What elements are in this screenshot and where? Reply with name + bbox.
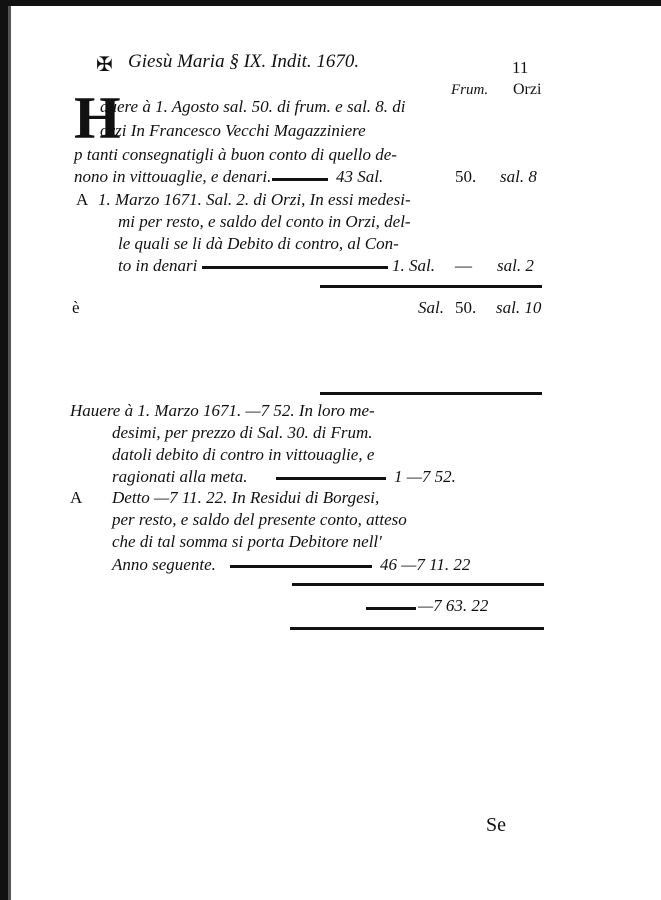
entry2-col2: sal. 2 xyxy=(497,256,534,275)
column-head-frumento: Frum. xyxy=(451,82,489,98)
total1-marker: è xyxy=(72,298,80,317)
entry3-line2: desimi, per prezzo di Sal. 30. di Frum. xyxy=(112,423,373,442)
entry1-line1: auere à 1. Agosto sal. 50. di frum. e sal. 8. di xyxy=(100,97,406,116)
entry4-amount: 46 —7 11. 22 xyxy=(380,555,471,574)
entry1-col1: 50. xyxy=(455,167,477,186)
entry4-line2: per resto, e saldo del presente conto, atteso xyxy=(112,510,407,529)
drop-cap: H xyxy=(74,85,121,151)
catchword: Se xyxy=(486,814,506,836)
entry2-line2: mi per resto, e saldo del conto in Orzi, del- xyxy=(118,212,411,231)
leader-dash xyxy=(230,565,372,568)
entry3-amount: 1 —7 52. xyxy=(394,467,456,486)
leader-dash xyxy=(366,607,416,610)
total-rule-bottom xyxy=(290,627,544,630)
entry2-line4: to in denari xyxy=(118,256,198,275)
total-rule-top xyxy=(292,583,544,586)
entry1-line2: orzi In Francesco Vecchi Magazziniere xyxy=(100,121,366,140)
cross-symbol-icon: ✠ xyxy=(96,54,113,76)
entry1-line3: p tanti consegnatigli à buon conto di quello de- xyxy=(74,145,397,164)
entry4-line4: Anno seguente. xyxy=(112,555,216,574)
entry4-line1: Detto —7 11. 22. In Residui di Borgesi, xyxy=(112,488,380,507)
entry2-amount: 1. Sal. xyxy=(392,256,435,275)
entry2-line3: le quali se li dà Debito di contro, al Con- xyxy=(118,234,399,253)
leader-dash xyxy=(276,477,386,480)
entry2-marker: A xyxy=(76,190,89,209)
entry4-marker: A xyxy=(70,488,83,507)
entry1-amount: 43 Sal. xyxy=(336,167,384,186)
binding-edge xyxy=(0,0,8,900)
leader-dash xyxy=(202,266,388,269)
entry3-line1: Hauere à 1. Marzo 1671. —7 52. In loro me- xyxy=(70,401,375,420)
entry1-line4: nono in vittouaglie, e denari. xyxy=(74,167,272,186)
top-edge xyxy=(0,0,661,6)
entry3-line3: datoli debito di contro in vittouaglie, e xyxy=(112,445,375,464)
entry4-line3: che di tal somma si porta Debitore nell' xyxy=(112,532,382,551)
entry2-col1: — xyxy=(455,256,472,275)
page-number: 11 xyxy=(512,58,529,77)
entry1-col2: sal. 8 xyxy=(500,167,537,186)
total1-amount: Sal. xyxy=(418,298,444,317)
column-head-orzi: Orzi xyxy=(513,81,542,98)
total-rule-top xyxy=(320,285,542,288)
section-rule xyxy=(320,392,542,395)
total1-col2: sal. 10 xyxy=(496,298,542,317)
total1-col1: 50. xyxy=(455,298,477,317)
entry3-line4: ragionati alla meta. xyxy=(112,467,248,486)
leader-dash xyxy=(272,178,328,181)
binding-shadow xyxy=(8,0,11,900)
page-title: Giesù Maria § IX. Indit. 1670. xyxy=(128,51,360,72)
total2-amount: —7 63. 22 xyxy=(418,596,489,615)
entry2-line1: 1. Marzo 1671. Sal. 2. di Orzi, In essi medesi- xyxy=(98,190,411,209)
